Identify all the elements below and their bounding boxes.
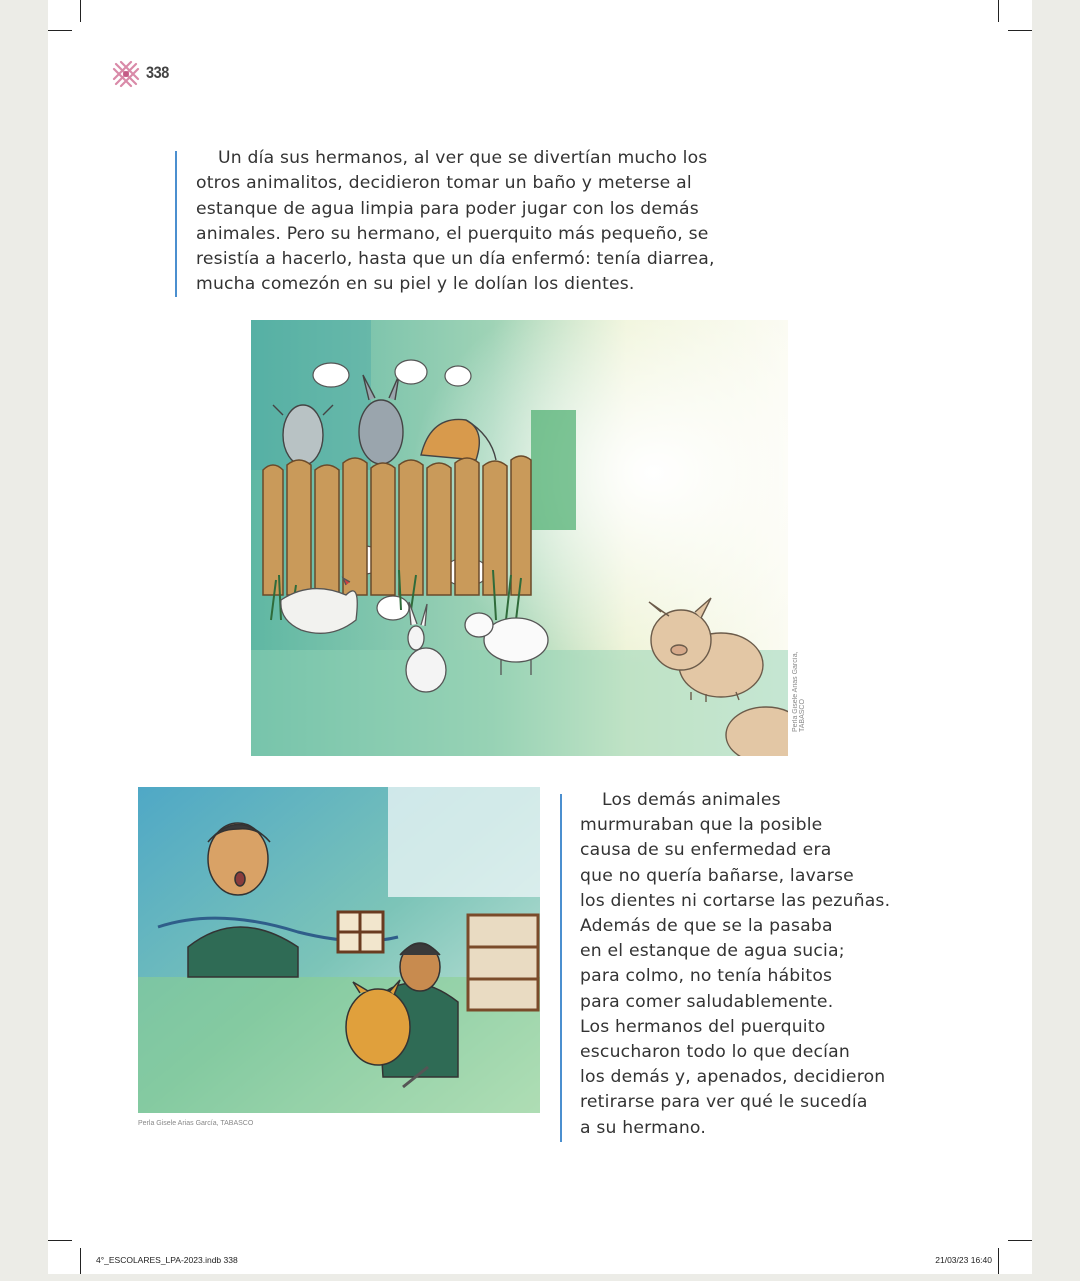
text-line: Los demás animales xyxy=(602,790,781,810)
crop-mark xyxy=(998,1248,999,1274)
crop-mark xyxy=(1008,1240,1032,1241)
illustration-credit: Perla Gisele Arias García, TABASCO xyxy=(792,651,806,732)
text-line: Los hermanos del puerquito xyxy=(580,1016,826,1037)
text-line: en el estanque de agua sucia; xyxy=(580,941,845,962)
text-line: para colmo, no tenía hábitos xyxy=(580,966,833,987)
story-paragraph-1 xyxy=(196,146,766,298)
text-line: Un día sus hermanos, al ver que se divertían mucho los xyxy=(218,148,708,168)
crop-mark xyxy=(80,0,81,22)
text-line: murmuraban que la posible xyxy=(580,815,823,836)
text-line: mucha comezón en su piel y le dolían los dientes. xyxy=(196,274,635,295)
text-line: los dientes ni cortarse las pezuñas. xyxy=(580,890,891,911)
paragraph-accent-rule xyxy=(560,794,562,1142)
crop-mark xyxy=(1008,30,1032,31)
text-line: para comer saludablemente. xyxy=(580,991,834,1012)
text-line: Además de que se la pasaba xyxy=(580,916,833,937)
page-number: 338 xyxy=(146,63,169,82)
decorative-star-mark-icon xyxy=(112,60,140,88)
crop-mark xyxy=(48,30,72,31)
text-line: animales. Pero su hermano, el puerquito más pequeño, se xyxy=(196,223,709,244)
illustration-credit: Perla Gisele Arias García, TABASCO xyxy=(138,1120,254,1127)
text-line: estanque de agua limpia para poder jugar con los demás xyxy=(196,198,699,219)
story-paragraph-2 xyxy=(580,788,940,1141)
paragraph-accent-rule xyxy=(175,151,177,297)
text-line: que no quería bañarse, lavarse xyxy=(580,865,854,886)
crop-mark xyxy=(998,0,999,22)
text-line: escucharon todo lo que decían xyxy=(580,1042,850,1063)
farm-animals-illustration xyxy=(251,320,788,756)
text-line: causa de su enfermedad era xyxy=(580,840,832,861)
text-line: a su hermano. xyxy=(580,1117,706,1138)
crop-mark xyxy=(48,1240,72,1241)
footer-file-info: 4°_ESCOLARES_LPA-2023.indb 338 xyxy=(96,1255,238,1265)
veterinarian-illustration xyxy=(138,787,540,1113)
crop-mark xyxy=(80,1248,81,1274)
text-line: los demás y, apenados, decidieron xyxy=(580,1067,886,1088)
footer-date-time: 21/03/23 16:40 xyxy=(935,1255,992,1265)
text-line: otros animalitos, decidieron tomar un baño y meterse al xyxy=(196,173,692,194)
text-line: resistía a hacerlo, hasta que un día enfermó: tenía diarrea, xyxy=(196,249,715,270)
text-line: retirarse para ver qué le sucedía xyxy=(580,1092,868,1113)
